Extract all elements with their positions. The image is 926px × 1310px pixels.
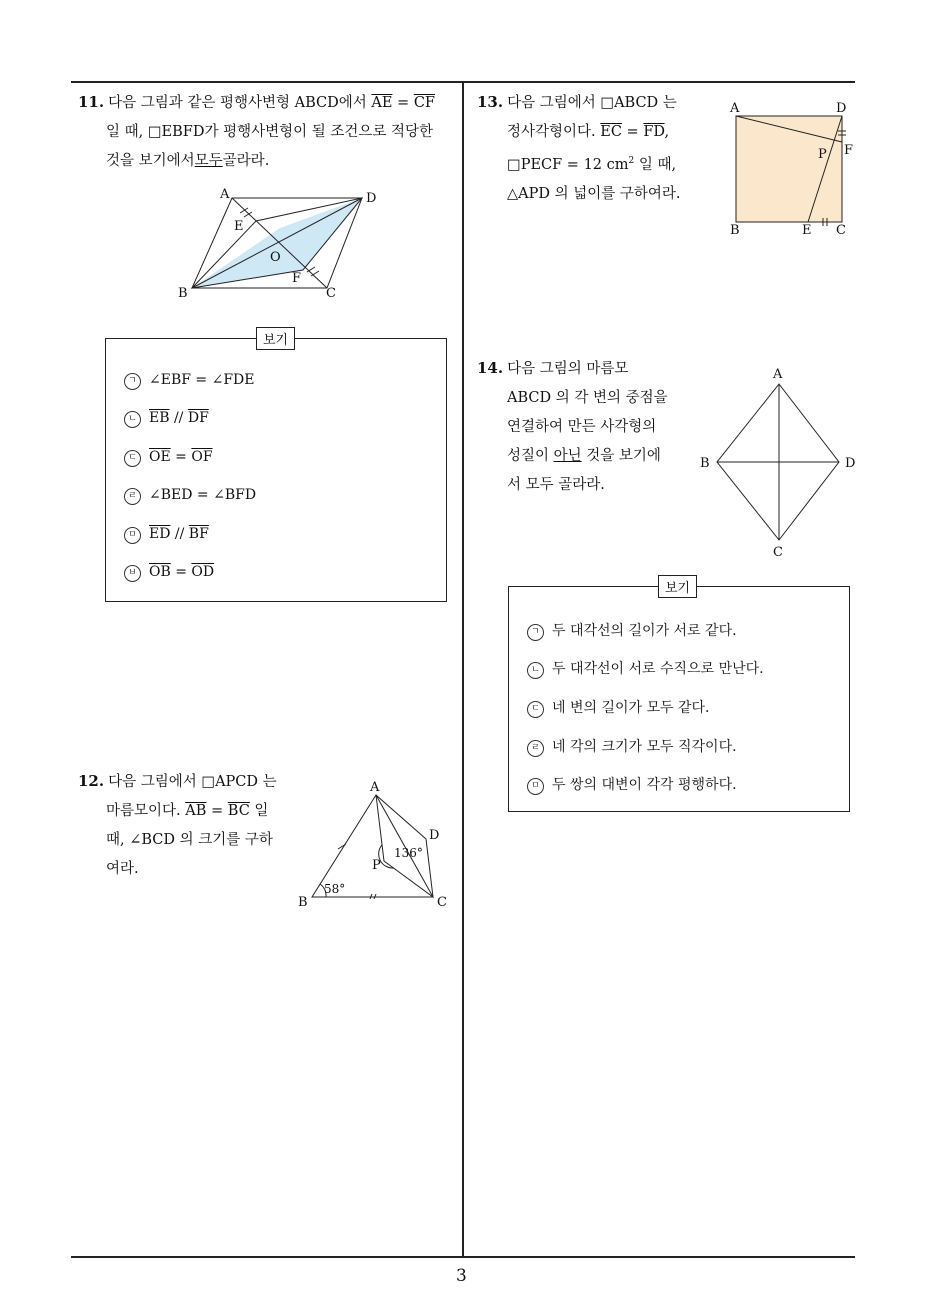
q11-line2: 일 때, □EBFD가 평행사변형이 될 조건으로 적당한: [106, 124, 434, 140]
label-c: C: [773, 545, 783, 560]
bottom-rule: [71, 1256, 855, 1258]
q11-option-5[interactable]: ㅁ $\overline{ED} // \overline{BF}$: [124, 526, 209, 544]
label-b: B: [700, 456, 710, 471]
q12-line4: 여라.: [106, 861, 139, 877]
q14-option-4[interactable]: ㄹ 네 각의 크기가 모두 직각이다.: [527, 736, 737, 757]
option-mark: ㄹ: [124, 488, 141, 505]
question-number: 12.: [78, 772, 105, 790]
q14-line1: 14. 다음 그림의 마름모: [477, 359, 629, 377]
label-f: F: [292, 271, 302, 286]
label-b: B: [178, 286, 188, 301]
q11-line1: 11. 다음 그림과 같은 평행사변형 ABCD에서 $\overline{AE} = \overline{CF}$: [78, 93, 435, 111]
label-c: C: [326, 286, 336, 301]
segment: $\overline{AE}$: [371, 95, 393, 111]
question-number: 13.: [477, 93, 504, 111]
q13-line4: △APD 의 넓이를 구하여라.: [507, 185, 681, 202]
q13-line1: 13. 다음 그림에서 □ABCD 는: [477, 93, 677, 111]
q11-option-6[interactable]: ㅂ $\overline{OB} = \overline{OD}$: [124, 564, 214, 582]
label-d: D: [836, 101, 847, 116]
q14-option-5[interactable]: ㅁ 두 쌍의 대변이 각각 평행하다.: [527, 774, 737, 795]
label-c: C: [437, 895, 447, 910]
label-a: A: [220, 187, 230, 202]
option-mark: ㄴ: [124, 411, 141, 428]
label-a: A: [370, 780, 380, 795]
q11-line3: 것을 보기에서모두골라라.: [106, 153, 270, 169]
underlined-word: 아닌: [553, 448, 582, 464]
underlined-word: 모두: [194, 153, 223, 169]
angle-b-label: 58°: [324, 882, 346, 896]
question-number: 11.: [78, 93, 105, 111]
q11-parallelogram-figure: [170, 180, 400, 305]
page-number: 3: [456, 1266, 467, 1286]
q14-line2: ABCD 의 각 변의 중점을: [507, 390, 668, 406]
column-divider: [462, 81, 464, 1257]
q11-choice-box-title: 보기: [256, 327, 295, 350]
q12-line3: 때, ∠BCD 의 크기를 구하: [106, 832, 273, 848]
option-mark: ㄷ: [124, 450, 141, 467]
label-p: P: [372, 858, 381, 873]
label-d: D: [366, 191, 377, 206]
label-c: C: [836, 223, 846, 238]
q12-line1: 12. 다음 그림에서 □APCD 는: [78, 772, 277, 790]
label-d: D: [845, 456, 856, 471]
label-a: A: [730, 101, 740, 116]
q12-rhombus-figure: [292, 775, 462, 915]
label-a: A: [773, 367, 783, 382]
question-12-text: [78, 767, 288, 884]
angle-p-label: 136°: [394, 846, 423, 860]
q12-line2: 마름모이다. $\overline{AB} = \overline{BC}$ 일: [106, 803, 269, 819]
label-p: P: [818, 147, 827, 162]
q11-option-2[interactable]: ㄴ $\overline{EB} // \overline{DF}$: [124, 410, 209, 428]
q11-option-1[interactable]: ㄱ ∠EBF = ∠FDE: [124, 372, 254, 390]
q14-line5: 서 모두 골라라.: [507, 477, 605, 493]
option-mark: ㅁ: [527, 778, 544, 795]
option-mark: ㅁ: [124, 527, 141, 544]
label-b: B: [298, 895, 308, 910]
q14-choice-box-title: 보기: [658, 575, 697, 598]
label-o: O: [270, 250, 281, 265]
option-mark: ㅂ: [124, 565, 141, 582]
label-d: D: [429, 828, 440, 843]
option-mark: ㄱ: [527, 624, 544, 641]
option-mark: ㄷ: [527, 701, 544, 718]
label-f: F: [844, 143, 854, 158]
q13-line3: □PECF = 12 $cm^2$ 일 때,: [507, 156, 677, 173]
option-mark: ㄴ: [527, 662, 544, 679]
q13-square-figure: [722, 96, 862, 242]
question-14-text: [477, 354, 687, 500]
q14-line4: 성질이 아닌 것을 보기에: [507, 448, 661, 464]
q14-line3: 연결하여 만든 사각형의: [507, 419, 657, 435]
q14-rhombus-figure: [695, 362, 865, 562]
question-number: 14.: [477, 359, 504, 377]
label-e: E: [802, 223, 812, 238]
q13-line2: 정사각형이다. $\overline{EC} = \overline{FD}$,: [507, 124, 670, 140]
option-mark: ㄹ: [527, 740, 544, 757]
q11-option-4[interactable]: ㄹ ∠BED = ∠BFD: [124, 487, 256, 505]
q11-option-3[interactable]: ㄷ $\overline{OE} = \overline{OF}$: [124, 449, 213, 467]
q14-option-2[interactable]: ㄴ 두 대각선이 서로 수직으로 만난다.: [527, 658, 764, 679]
segment: $\overline{CF}$: [413, 95, 435, 111]
option-mark: ㄱ: [124, 373, 141, 390]
q14-option-1[interactable]: ㄱ 두 대각선의 길이가 서로 같다.: [527, 620, 737, 641]
question-11-text: [78, 88, 458, 176]
label-e: E: [234, 219, 244, 234]
question-13-text: [477, 88, 712, 209]
q14-option-3[interactable]: ㄷ 네 변의 길이가 모두 같다.: [527, 697, 710, 718]
label-b: B: [730, 223, 740, 238]
